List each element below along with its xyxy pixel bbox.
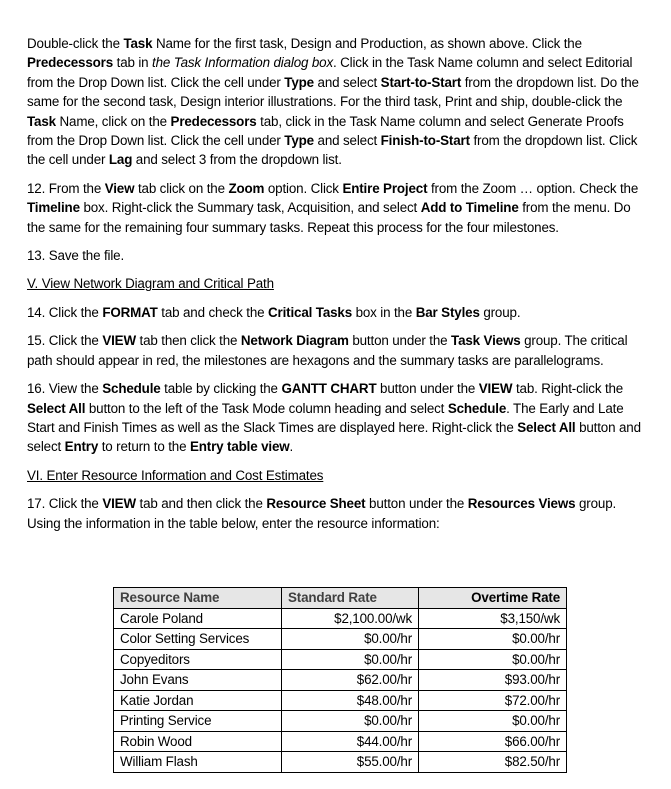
step-14-paragraph: 14. Click the FORMAT tab and check the Critical Tasks box in the Bar Styles group. xyxy=(27,304,521,320)
header-overtime-rate: Overtime Rate xyxy=(419,588,567,609)
table-row xyxy=(114,711,567,732)
bold-term: FORMAT xyxy=(102,304,158,320)
bold-term: Critical Tasks xyxy=(268,304,353,320)
standard-rate-cell: $2,100.00/wk xyxy=(282,608,419,629)
section-v-heading: V. View Network Diagram and Critical Path xyxy=(27,276,274,292)
document-body xyxy=(27,34,652,542)
bold-term: Type xyxy=(284,74,314,90)
bold-term: Entry xyxy=(64,439,99,455)
bold-term: Lag xyxy=(108,152,133,168)
step-12-paragraph: 12. From the View tab click on the Zoom option. Click Entire Project from the Zoom … option. Check the Timeline box. Right-click the Summary task, Acquisition, and select Add to Timeline from the menu. Do the same for the remaining four summary tasks. Repeat this process for the four milestones. xyxy=(27,180,639,235)
header-resource-name: Resource Name xyxy=(114,588,282,609)
bold-term: Select All xyxy=(517,419,576,435)
bold-term: Predecessors xyxy=(27,55,114,71)
bold-term: Entire Project xyxy=(342,180,428,196)
standard-rate-cell: $55.00/hr xyxy=(282,752,419,773)
resource-name-cell: William Flash xyxy=(114,752,282,773)
table-row xyxy=(114,608,567,629)
bold-term: Finish-to-Start xyxy=(380,133,470,149)
standard-rate-cell: $0.00/hr xyxy=(282,711,419,732)
step-17-paragraph: 17. Click the VIEW tab and then click the Resource Sheet button under the Resources Views group. Using the information in the table below, enter the resource information: xyxy=(27,496,617,531)
bold-term: VIEW xyxy=(102,333,136,349)
bold-term: VIEW xyxy=(102,496,136,512)
table-row xyxy=(114,752,567,773)
table-row xyxy=(114,649,567,670)
bold-term: Bar Styles xyxy=(415,304,480,320)
standard-rate-cell: $44.00/hr xyxy=(282,731,419,752)
bold-term: Start-to-Start xyxy=(380,74,462,90)
intro-paragraph: Double-click the Task Name for the first task, Design and Production, as shown above. Click the Predecessors tab in the Task Information dialog box. Click in the Task Name column and select Editorial from the Drop Down list. Click the cell under Type and select Start-to-Start from the dropdown list. Do the same for the second task, Design interior illustrations. For the third task, Print and ship, double-click the Task Name, click on the Predecessors tab, click in the Task Name column and select Generate Proofs from the Drop Down list. Click the cell under Type and select Finish-to-Start from the dropdown list. Click the cell under Lag and select 3 from the dropdown list. xyxy=(27,36,639,168)
bold-term: Zoom xyxy=(228,180,265,196)
bold-term: Schedule xyxy=(447,400,507,416)
bold-term: Entry table view xyxy=(189,439,290,455)
header-standard-rate: Standard Rate xyxy=(282,588,419,609)
overtime-rate-cell: $0.00/hr xyxy=(419,711,567,732)
step-15-paragraph: 15. Click the VIEW tab then click the Network Diagram button under the Task Views group. The critical path should appear in red, the milestones are hexagons and the summary tasks are parallelograms. xyxy=(27,333,628,368)
standard-rate-cell: $62.00/hr xyxy=(282,670,419,691)
step-16-paragraph: 16. View the Schedule table by clicking the GANTT CHART button under the VIEW tab. Right-click the Select All button to the left of the Task Mode column heading and select Schedule. The Early and Late Start and Finish Times as well as the Slack Times are displayed here. Right-click the Select All button and select Entry to return to the Entry table view. xyxy=(27,381,641,455)
bold-term: Predecessors xyxy=(170,113,257,129)
table-row xyxy=(114,670,567,691)
resource-name-cell: Robin Wood xyxy=(114,731,282,752)
bold-term: Add to Timeline xyxy=(420,200,519,216)
table-header-row xyxy=(114,588,567,609)
bold-term: Type xyxy=(284,133,314,149)
bold-term: Timeline xyxy=(27,200,80,216)
standard-rate-cell: $48.00/hr xyxy=(282,690,419,711)
overtime-rate-cell: $0.00/hr xyxy=(419,649,567,670)
table-row xyxy=(114,731,567,752)
overtime-rate-cell: $0.00/hr xyxy=(419,629,567,650)
overtime-rate-cell: $3,150/wk xyxy=(419,608,567,629)
bold-term: Network Diagram xyxy=(240,333,349,349)
standard-rate-cell: $0.00/hr xyxy=(282,649,419,670)
standard-rate-cell: $0.00/hr xyxy=(282,629,419,650)
resource-name-cell: Katie Jordan xyxy=(114,690,282,711)
bold-term: Task xyxy=(27,113,56,129)
resource-name-cell: Printing Service xyxy=(114,711,282,732)
bold-term: Schedule xyxy=(102,381,161,397)
overtime-rate-cell: $82.50/hr xyxy=(419,752,567,773)
bold-term: VIEW xyxy=(478,381,513,397)
resource-name-cell: Color Setting Services xyxy=(114,629,282,650)
overtime-rate-cell: $93.00/hr xyxy=(419,670,567,691)
italic-term: the Task Information dialog box xyxy=(152,55,333,71)
section-vi-heading: VI. Enter Resource Information and Cost Estimates xyxy=(27,467,324,483)
bold-term: GANTT CHART xyxy=(281,381,377,397)
resource-name-cell: Carole Poland xyxy=(114,608,282,629)
bold-term: View xyxy=(104,180,135,196)
resource-name-cell: John Evans xyxy=(114,670,282,691)
bold-term: Select All xyxy=(27,400,86,416)
bold-term: Resource Sheet xyxy=(266,496,366,512)
overtime-rate-cell: $72.00/hr xyxy=(419,690,567,711)
bold-term: Task Views xyxy=(451,333,521,349)
table-row xyxy=(114,629,567,650)
table-row xyxy=(114,690,567,711)
bold-term: Resources Views xyxy=(467,496,576,512)
resource-table xyxy=(113,587,567,773)
resource-name-cell: Copyeditors xyxy=(114,649,282,670)
bold-term: Task xyxy=(123,36,153,51)
overtime-rate-cell: $66.00/hr xyxy=(419,731,567,752)
step-13-paragraph: 13. Save the file. xyxy=(27,248,125,264)
